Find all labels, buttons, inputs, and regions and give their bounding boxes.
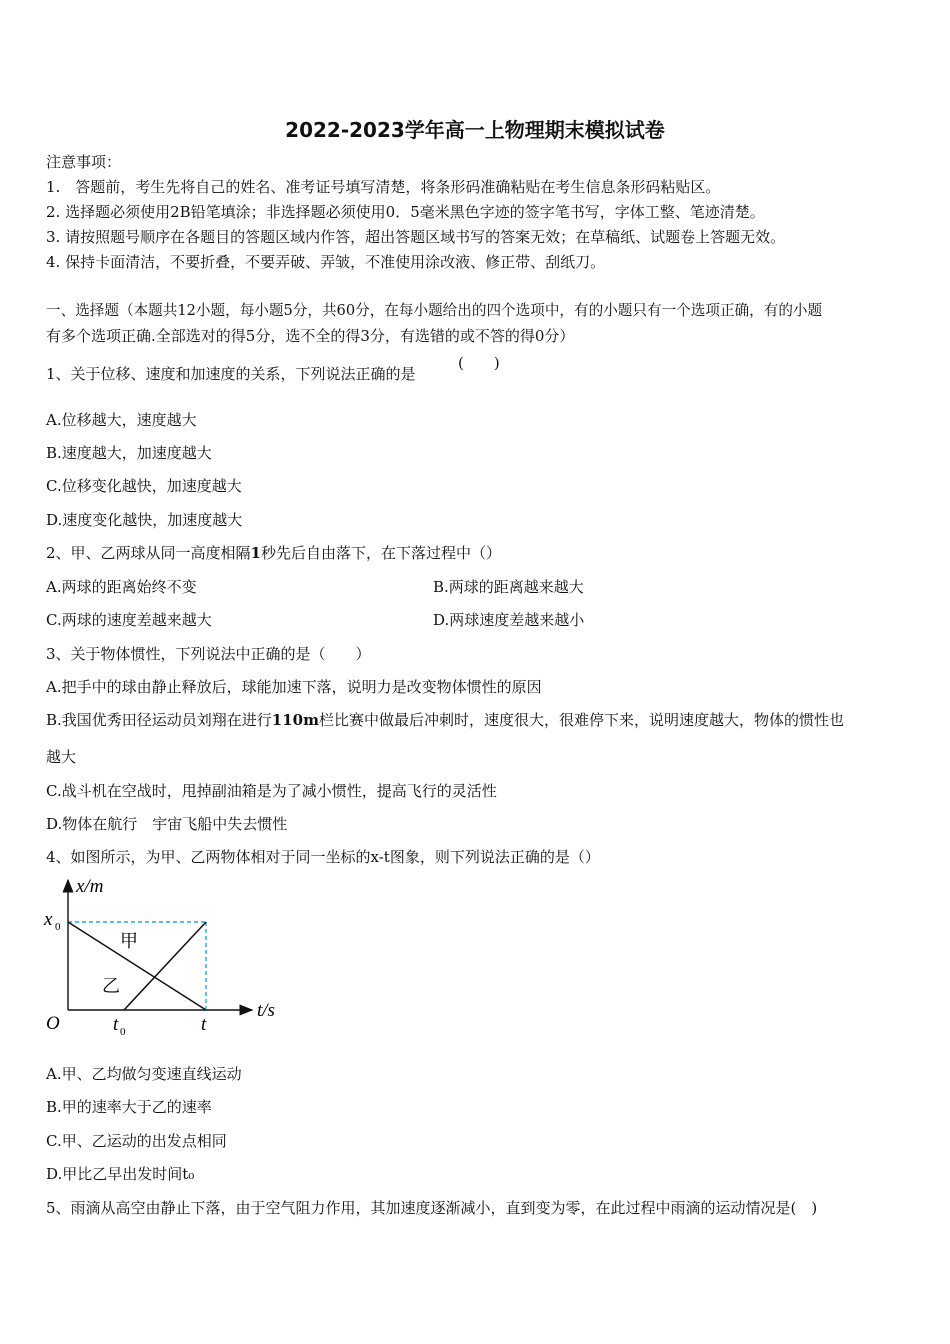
x-axis-label: t/s [257, 1000, 275, 1021]
q1-option-c: C.位移变化越快，加速度越大 [46, 477, 242, 495]
q3-option-b-number: 110m [271, 711, 319, 729]
q4-stem: 4、如图所示，为甲、乙两物体相对于同一坐标的x-t图象，则下列说法正确的是（） [46, 848, 600, 866]
origin-label: O [46, 1013, 60, 1034]
q3-stem: 3、关于物体惯性，下列说法中正确的是（ ） [46, 645, 371, 663]
page-title: 2022-2023学年高一上物理期末模拟试卷 [285, 118, 665, 142]
q4-option-d: D.甲比乙早出发时间t₀ [46, 1165, 195, 1183]
section-instructions-line1: 一、选择题（本题共12小题，每小题5分，共60分，在每小题给出的四个选项中，有的小题只有一个选项正确，有的小题 [46, 302, 823, 319]
yi-label: 乙 [102, 976, 120, 996]
t0-subscript: 0 [120, 1026, 126, 1038]
q4-option-c: C.甲、乙运动的出发点相同 [46, 1132, 227, 1150]
q2-option-a: A.两球的距离始终不变 [46, 578, 197, 596]
q3-option-a: A.把手中的球由静止释放后，球能加速下落，说明力是改变物体惯性的原因 [46, 678, 542, 696]
notice-item-2: 2. 选择题必须使用2B铅笔填涂；非选择题必须使用0．5毫米黑色字迹的签字笔书写，字体工整、笔迹清楚。 [46, 203, 765, 221]
y-axis-label: x/m [76, 876, 104, 897]
q3-option-b-part-a: B.我国优秀田径运动员刘翔在进行 [46, 711, 272, 729]
x0-subscript: 0 [55, 921, 61, 933]
notice-heading: 注意事项： [46, 153, 122, 171]
q4-option-a: A.甲、乙均做匀变速直线运动 [46, 1065, 242, 1083]
t-label: t [201, 1014, 207, 1035]
q2-stem [46, 543, 501, 563]
q1-option-a: A.位移越大，速度越大 [46, 411, 197, 429]
q2-stem-part-b: 秒先后自由落下，在下落过程中（） [260, 544, 501, 562]
notice-item-3: 3. 请按照题号顺序在各题目的答题区域内作答，超出答题区域书写的答案无效；在草稿纸、试题卷上答题无效。 [46, 228, 786, 246]
q2-stem-part-a: 2、甲、乙两球从同一高度相隔 [46, 544, 251, 562]
q1-option-b: B.速度越大，加速度越大 [46, 444, 212, 462]
q5-stem: 5、雨滴从高空由静止下落，由于空气阻力作用，其加速度逐渐减小，直到变为零，在此过程中雨滴的运动情况是( ) [46, 1199, 818, 1217]
q3-option-b-part-b: 栏比赛中做最后冲刺时，速度很大，很难停下来，说明速度越大，物体的惯性也 [318, 711, 844, 729]
q4-option-b: B.甲的速率大于乙的速率 [46, 1098, 212, 1116]
q3-option-b [46, 710, 844, 730]
q3-option-c: C.战斗机在空战时，甩掉副油箱是为了减小惯性，提高飞行的灵活性 [46, 782, 497, 800]
x0-label: x [44, 909, 53, 930]
q1-stem: 1、关于位移、速度和加速度的关系，下列说法正确的是 [46, 365, 416, 383]
notice-item-4: 4. 保持卡面清洁，不要折叠，不要弄破、弄皱，不准使用涂改液、修正带、刮纸刀。 [46, 253, 606, 271]
q2-option-d: D.两球速度差越来越小 [433, 611, 585, 629]
jia-label: 甲 [120, 931, 138, 951]
t0-label: t [113, 1014, 119, 1035]
q2-option-b: B.两球的距离越来越大 [433, 578, 584, 596]
q4-xt-graph [40, 872, 290, 1042]
q3-option-d: D.物体在航行 宇宙飞船中失去惯性 [46, 815, 288, 833]
q2-option-c: C.两球的速度差越来越大 [46, 611, 212, 629]
q3-option-b-continued: 越大 [46, 748, 77, 766]
q2-stem-number: 1 [250, 544, 261, 562]
q1-option-d: D.速度变化越快，加速度越大 [46, 511, 243, 529]
q1-answer-paren: ( ) [458, 354, 500, 372]
section-instructions-line2: 有多个选项正确.全部选对的得5分，选不全的得3分，有选错的或不答的得0分） [46, 327, 575, 345]
notice-item-1: 1. 答题前，考生先将自己的姓名、准考证号填写清楚，将条形码准确粘贴在考生信息条形码粘贴区。 [46, 178, 721, 196]
